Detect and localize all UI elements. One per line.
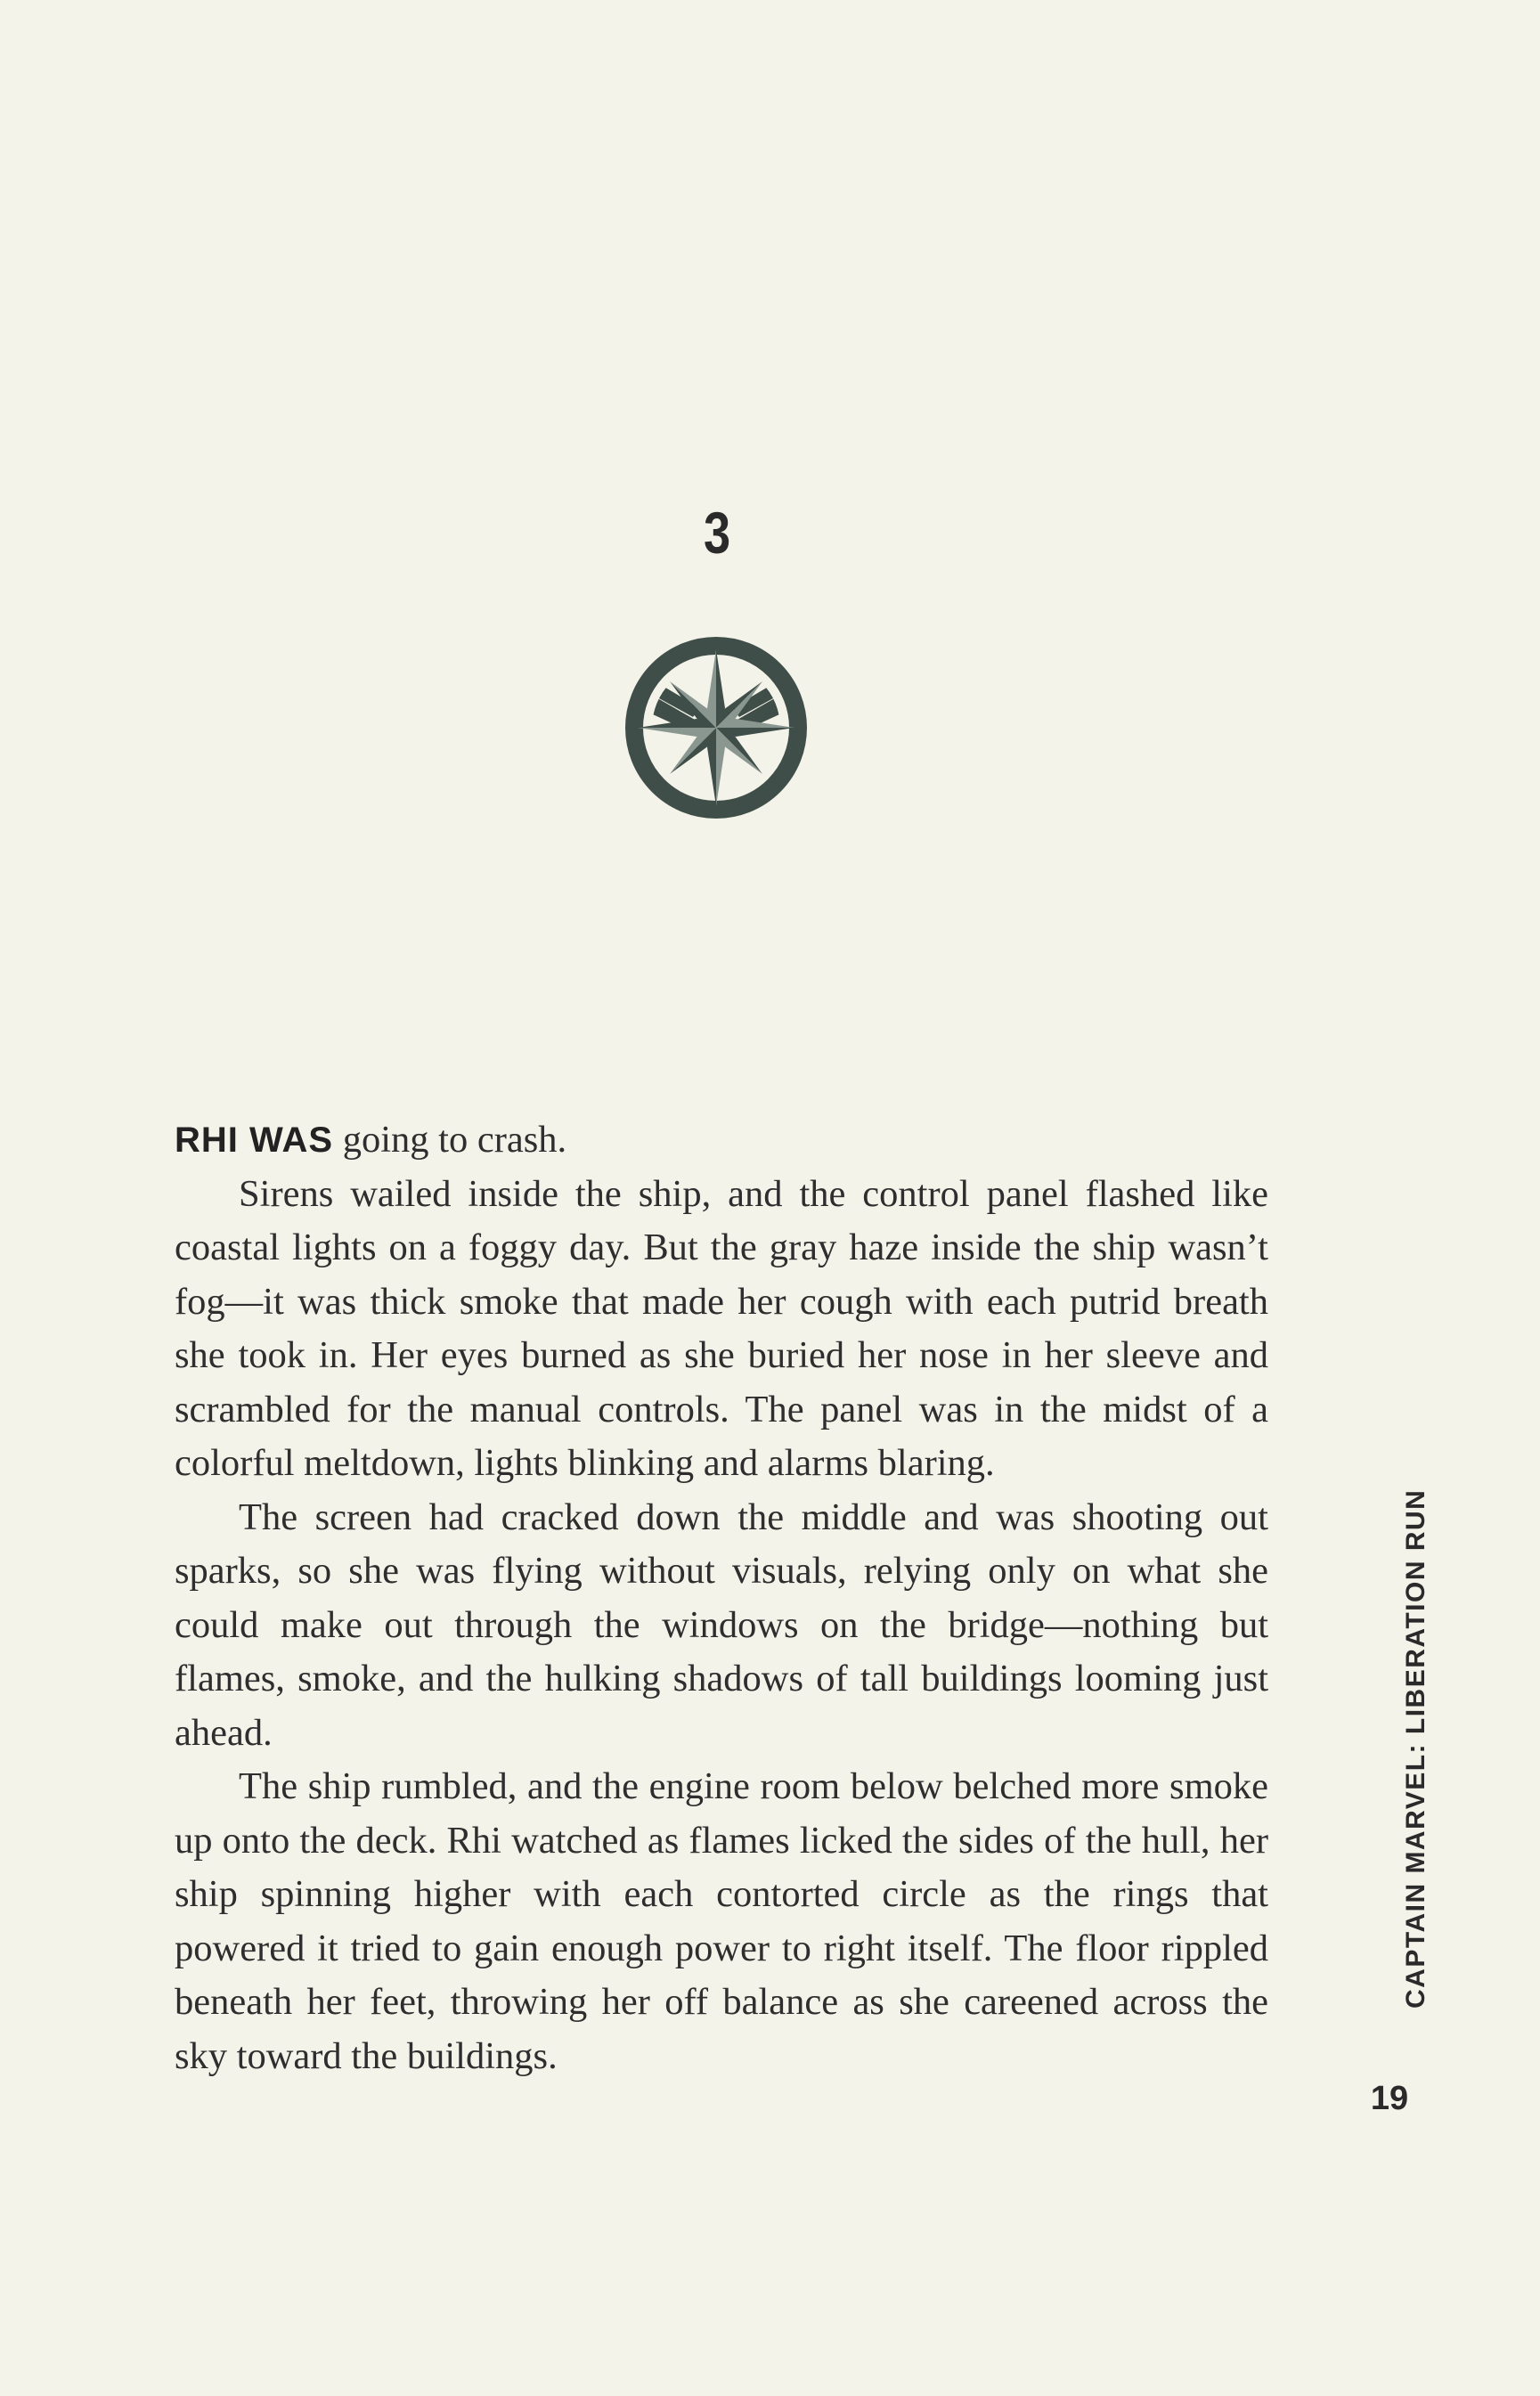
- opening-paragraph: [175, 1113, 1268, 1168]
- paragraph: The ship rumbled, and the engine room below belched more smoke up onto the deck. Rhi watched as flames licked the sides of the hull, her ship spinning higher with each contorted circle as the rings that powered it tried to gain enough power to right itself. The floor rippled beneath her feet, throwing her off balance as she careened across the sky toward the buildings.: [175, 1765, 1268, 2077]
- page-number: 19: [1370, 2080, 1409, 2117]
- paragraph: The screen had cracked down the middle and was shooting out sparks, so she was flying without visuals, relying only on what she could make out through the windows on the bridge—nothing but flames, smoke, and the hulking shadows of tall buildings looming just ahead.: [175, 1495, 1268, 1754]
- paragraph: Sirens wailed inside the ship, and the control panel flashed like coastal lights on a foggy day. But the gray haze inside the ship wasn’t fog—it was thick smoke that made her cough with each putrid breath she took in. Her eyes burned as she buried her nose in her sleeve and scrambled for the manual controls. The panel was in the midst of a colorful meltdown, lights blinking and alarms blaring.: [175, 1172, 1268, 1484]
- star-emblem-icon: [623, 635, 809, 820]
- chapter-number: 3: [703, 500, 731, 566]
- running-title: CAPTAIN MARVEL: LIBERATION RUN: [1401, 1488, 1430, 2009]
- chapter-body: [175, 1113, 1268, 2083]
- lead-in-text: RHI WAS: [175, 1121, 334, 1160]
- opening-text: going to crash.: [333, 1119, 567, 1161]
